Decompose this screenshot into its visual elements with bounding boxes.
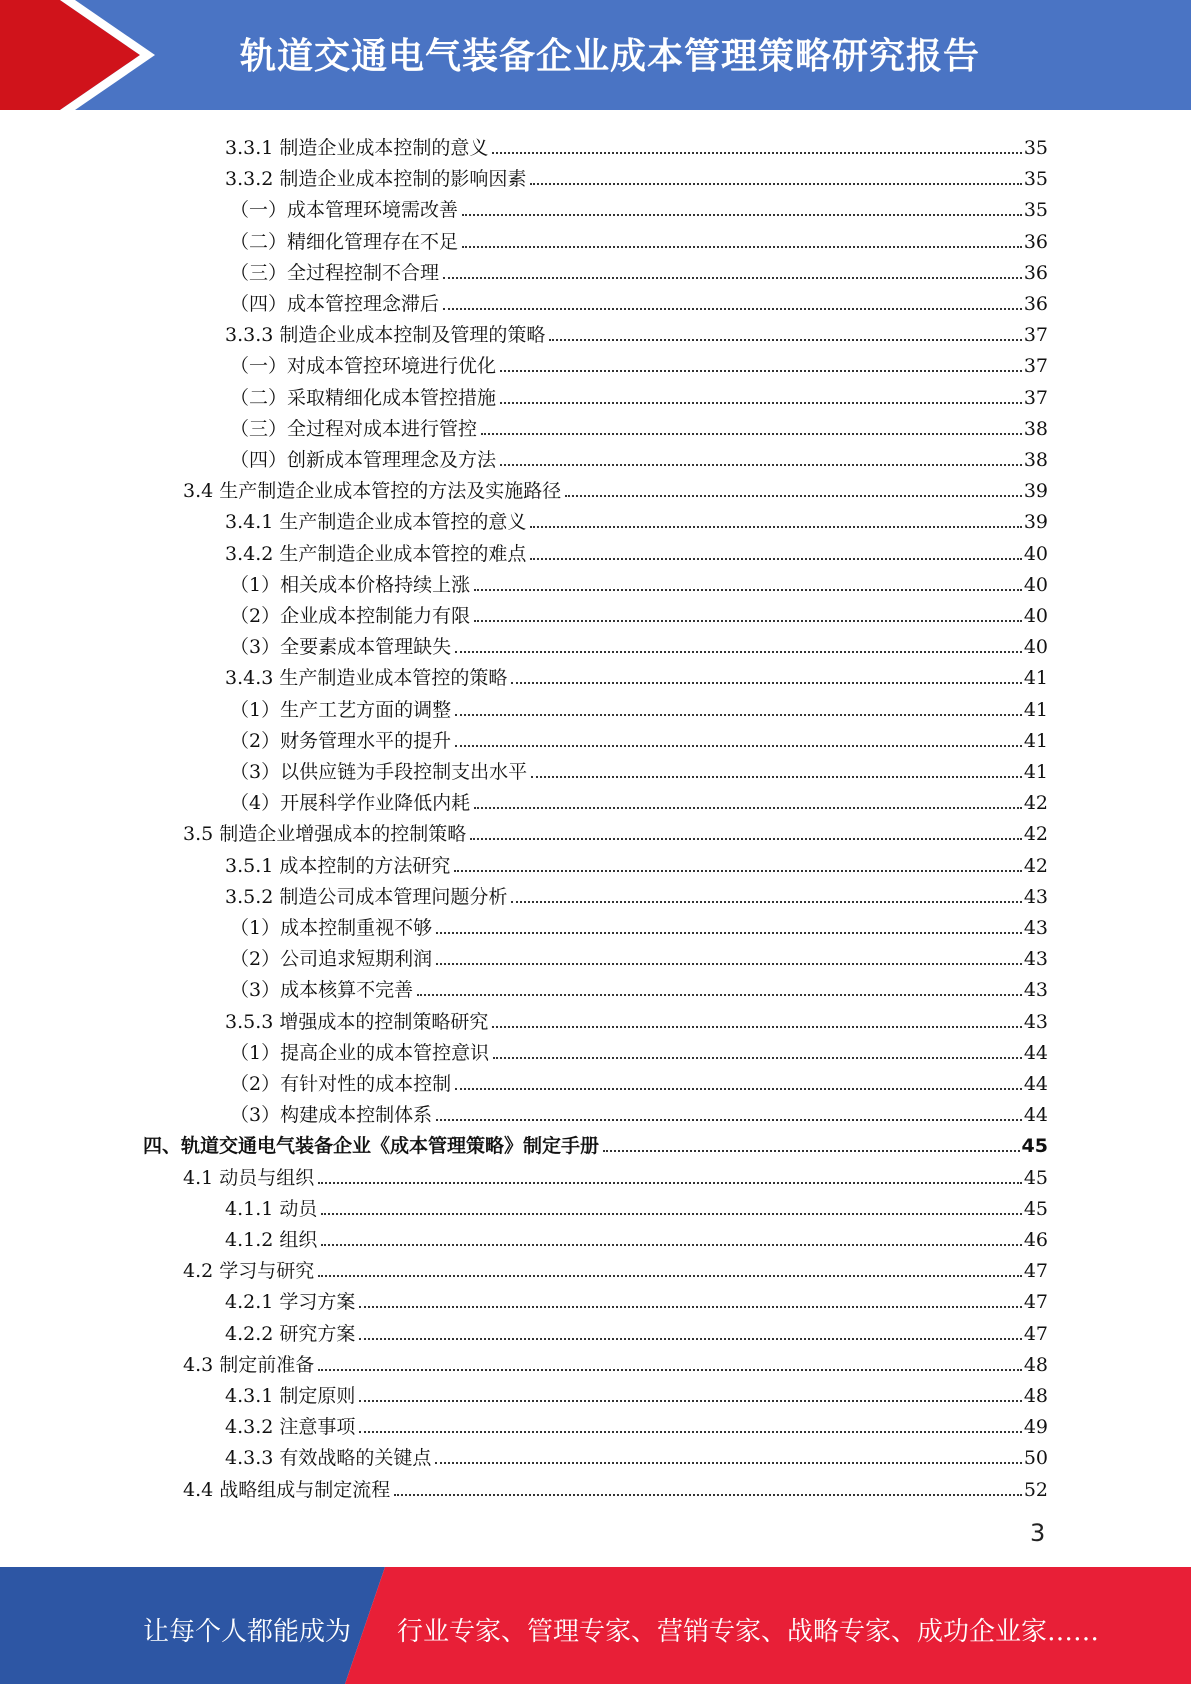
toc-entry[interactable]	[225, 129, 1048, 160]
toc-entry[interactable]	[230, 379, 1048, 410]
toc-entry-label: （2）公司追求短期利润	[230, 948, 433, 971]
toc-entry[interactable]	[225, 535, 1048, 566]
toc-entry-page: 37	[1023, 386, 1048, 409]
toc-entry-label: 3.3.2 制造企业成本控制的影响因素	[225, 168, 527, 191]
toc-dot-leader	[530, 558, 1021, 560]
page-header	[0, 0, 1191, 110]
toc-entry-page: 38	[1023, 417, 1048, 440]
toc-entry-label: （二）精细化管理存在不足	[230, 230, 459, 253]
toc-entry-label: 4.2.1 学习方案	[225, 1291, 356, 1314]
toc-entry[interactable]	[230, 722, 1048, 753]
toc-entry-label: 4.3.2 注意事项	[225, 1416, 356, 1439]
toc-entry[interactable]	[225, 1221, 1048, 1252]
toc-entry-label: （四）创新成本管理理念及方法	[230, 449, 497, 471]
toc-entry-page: 40	[1023, 605, 1048, 627]
toc-entry[interactable]	[225, 1315, 1048, 1346]
page-number: 3	[1030, 1519, 1046, 1547]
toc-entry-label: 4.3.1 制定原则	[225, 1385, 356, 1407]
toc-entry-page: 37	[1023, 355, 1048, 378]
toc-entry-label: 4.2.2 研究方案	[225, 1322, 356, 1345]
toc-dot-leader	[470, 838, 1022, 840]
toc-dot-leader	[359, 1306, 1021, 1308]
toc-entry[interactable]	[225, 1408, 1048, 1439]
toc-entry-label: （一）对成本管控环境进行优化	[230, 355, 497, 378]
toc-entry-page: 48	[1023, 1385, 1048, 1407]
toc-entry-label: （3）构建成本控制体系	[230, 1104, 433, 1127]
toc-entry-page: 45	[1023, 1197, 1048, 1220]
toc-dot-leader	[318, 1275, 1022, 1277]
toc-entry-page: 48	[1023, 1353, 1048, 1376]
toc-entry[interactable]	[230, 691, 1048, 722]
toc-entry-label: 3.5 制造企业增强成本的控制策略	[183, 823, 467, 846]
toc-entry-page: 43	[1023, 979, 1048, 1002]
toc-entry-label: 4.1.2 组织	[225, 1229, 318, 1251]
toc-entry-label: 3.5.2 制造公司成本管理问题分析	[225, 885, 508, 908]
toc-entry[interactable]	[183, 815, 1048, 846]
toc-dot-leader	[603, 1150, 1020, 1152]
toc-entry[interactable]	[225, 847, 1048, 878]
toc-entry-label: （2）有针对性的成本控制	[230, 1073, 452, 1095]
toc-dot-leader	[443, 308, 1022, 310]
toc-dot-leader	[436, 963, 1022, 965]
toc-entry-label: （3）全要素成本管理缺失	[230, 636, 452, 659]
toc-entry-label: 3.5.1 成本控制的方法研究	[225, 854, 451, 877]
toc-entry-page: 40	[1023, 542, 1048, 565]
toc-dot-leader	[474, 589, 1022, 591]
toc-dot-leader	[462, 214, 1022, 216]
toc-dot-leader	[493, 1057, 1022, 1059]
toc-dot-leader	[455, 714, 1022, 716]
toc-dot-leader	[565, 495, 1022, 497]
toc-entry-label: 3.4.3 生产制造业成本管控的策略	[225, 667, 508, 690]
toc-entry-label: （一）成本管理环境需改善	[230, 199, 459, 222]
toc-entry[interactable]	[225, 1439, 1048, 1470]
toc-entry[interactable]	[230, 1096, 1048, 1127]
toc-dot-leader	[359, 1431, 1021, 1433]
toc-entry[interactable]	[183, 1159, 1048, 1190]
toc-dot-leader	[531, 776, 1022, 778]
toc-dot-leader	[462, 246, 1022, 248]
toc-entry[interactable]	[230, 410, 1048, 441]
toc-entry[interactable]	[230, 971, 1048, 1002]
toc-entry-page: 39	[1023, 480, 1048, 503]
toc-dot-leader	[455, 1088, 1022, 1090]
toc-entry-label: （三）全过程对成本进行管控	[230, 417, 478, 440]
toc-dot-leader	[435, 1462, 1021, 1464]
toc-entry-page: 47	[1023, 1322, 1048, 1345]
toc-dot-leader	[500, 464, 1022, 466]
toc-dot-leader	[321, 1244, 1021, 1246]
toc-entry-page: 36	[1023, 293, 1048, 315]
toc-entry-label: 3.4.1 生产制造企业成本管控的意义	[225, 511, 527, 534]
toc-entry-label: （1）生产工艺方面的调整	[230, 698, 452, 721]
toc-entry[interactable]	[183, 1346, 1048, 1377]
footer-slogan-right: 行业专家、管理专家、营销专家、战略专家、成功企业家……	[397, 1617, 1100, 1647]
toc-entry-label: （1）提高企业的成本管控意识	[230, 1041, 490, 1064]
toc-entry-label: （4）开展科学作业降低内耗	[230, 792, 471, 815]
toc-dot-leader	[436, 932, 1022, 934]
toc-dot-leader	[359, 1400, 1021, 1402]
document-title: 轨道交通电气装备企业成本管理策略研究报告	[240, 36, 981, 77]
toc-dot-leader	[455, 745, 1022, 747]
toc-entry[interactable]	[230, 753, 1048, 784]
toc-entry-page: 50	[1023, 1447, 1048, 1470]
toc-entry[interactable]	[225, 1190, 1048, 1221]
toc-entry[interactable]	[225, 316, 1048, 347]
toc-entry-page: 42	[1023, 854, 1048, 877]
toc-entry[interactable]	[183, 1252, 1048, 1283]
toc-dot-leader	[481, 433, 1022, 435]
toc-entry-page: 40	[1023, 636, 1048, 659]
toc-entry-page: 42	[1023, 823, 1048, 846]
toc-entry-page: 49	[1023, 1416, 1048, 1439]
toc-dot-leader	[549, 339, 1021, 341]
toc-entry-label: 3.5.3 增强成本的控制策略研究	[225, 1010, 489, 1033]
toc-entry[interactable]	[230, 909, 1048, 940]
toc-entry-page: 41	[1023, 729, 1048, 752]
toc-entry-label: （1）相关成本价格持续上涨	[230, 573, 471, 596]
toc-entry-label: 4.1.1 动员	[225, 1197, 318, 1220]
toc-dot-leader	[436, 1119, 1022, 1121]
toc-dot-leader	[500, 402, 1022, 404]
toc-entry-page: 43	[1023, 917, 1048, 939]
toc-entry[interactable]	[230, 1034, 1048, 1065]
toc-entry-label: （四）成本管控理念滞后	[230, 293, 440, 315]
toc-dot-leader	[394, 1494, 1022, 1496]
toc-entry[interactable]	[230, 285, 1048, 316]
toc-entry[interactable]	[230, 940, 1048, 971]
toc-dot-leader	[492, 152, 1021, 154]
toc-entry-page: 42	[1023, 792, 1048, 815]
toc-entry-page: 45	[1021, 1135, 1048, 1158]
toc-entry-page: 44	[1023, 1104, 1048, 1127]
toc-entry-label: （三）全过程控制不合理	[230, 261, 440, 284]
toc-entry[interactable]	[225, 1283, 1048, 1314]
toc-entry[interactable]	[230, 191, 1048, 222]
toc-entry-label: 3.3.3 制造企业成本控制及管理的策略	[225, 324, 546, 347]
toc-entry[interactable]	[230, 566, 1048, 597]
toc-entry[interactable]	[230, 254, 1048, 285]
toc-dot-leader	[530, 526, 1021, 528]
toc-dot-leader	[474, 807, 1022, 809]
toc-entry-label: 4.1 动员与组织	[183, 1166, 315, 1189]
toc-entry[interactable]	[183, 1471, 1048, 1502]
toc-dot-leader	[474, 620, 1022, 622]
toc-dot-leader	[511, 682, 1021, 684]
toc-dot-leader	[318, 1369, 1022, 1371]
toc-entry-page: 47	[1023, 1291, 1048, 1314]
toc-entry-page: 40	[1023, 573, 1048, 596]
toc-entry-label: （3）以供应链为手段控制支出水平	[230, 761, 528, 783]
toc-entry[interactable]	[230, 597, 1048, 628]
toc-entry[interactable]	[230, 347, 1048, 378]
toc-dot-leader	[455, 651, 1022, 653]
toc-entry[interactable]	[225, 1377, 1048, 1408]
toc-entry-page: 35	[1023, 199, 1048, 222]
toc-entry-label: 3.4 生产制造企业成本管控的方法及实施路径	[183, 480, 562, 503]
header-red-chevron	[0, 0, 140, 110]
toc-entry-label: （2）财务管理水平的提升	[230, 729, 452, 752]
toc-entry-page: 38	[1023, 449, 1048, 471]
toc-entry-label: （二）采取精细化成本管控措施	[230, 386, 497, 409]
toc-entry[interactable]	[183, 472, 1048, 503]
footer-slogan-left: 让每个人都能成为	[143, 1617, 352, 1647]
toc-entry-page: 36	[1023, 230, 1048, 253]
toc-entry[interactable]	[225, 503, 1048, 534]
toc-dot-leader	[443, 277, 1022, 279]
toc-dot-leader	[318, 1182, 1022, 1184]
toc-entry-label: 4.3.3 有效战略的关键点	[225, 1447, 432, 1470]
toc-entry-page: 43	[1023, 1010, 1048, 1033]
toc-entry-page: 44	[1023, 1073, 1048, 1095]
toc-entry-page: 43	[1023, 948, 1048, 971]
toc-entry-label: 4.3 制定前准备	[183, 1353, 315, 1376]
toc-entry-label: 四、轨道交通电气装备企业《成本管理策略》制定手册	[143, 1135, 600, 1158]
toc-entry-page: 36	[1023, 261, 1048, 284]
toc-entry-label: 3.4.2 生产制造企业成本管控的难点	[225, 542, 527, 565]
toc-entry[interactable]	[225, 878, 1048, 909]
toc-entry-page: 46	[1023, 1229, 1048, 1251]
toc-entry[interactable]	[230, 628, 1048, 659]
toc-entry-page: 44	[1023, 1041, 1048, 1064]
toc-dot-leader	[359, 1338, 1021, 1340]
toc-entry-page: 47	[1023, 1260, 1048, 1283]
toc-entry[interactable]	[143, 1127, 1048, 1158]
toc-dot-leader	[500, 370, 1022, 372]
toc-entry-page: 52	[1023, 1478, 1048, 1501]
toc-entry-label: （1）成本控制重视不够	[230, 917, 433, 939]
toc-entry-label: （3）成本核算不完善	[230, 979, 414, 1002]
toc-entry-page: 37	[1023, 324, 1048, 347]
toc-entry-page: 35	[1023, 137, 1048, 159]
toc-entry-page: 39	[1023, 511, 1048, 534]
toc-entry[interactable]	[230, 1065, 1048, 1096]
toc-entry[interactable]	[230, 441, 1048, 472]
toc-entry-page: 41	[1023, 667, 1048, 690]
toc-dot-leader	[530, 183, 1021, 185]
toc-entry-label: （2）企业成本控制能力有限	[230, 605, 471, 627]
toc-entry-page: 41	[1023, 761, 1048, 783]
toc-dot-leader	[321, 1213, 1021, 1215]
toc-dot-leader	[417, 994, 1022, 996]
toc-entry-label: 3.3.1 制造企业成本控制的意义	[225, 137, 489, 159]
toc-entry-label: 4.4 战略组成与制定流程	[183, 1478, 391, 1501]
toc-entry-label: 4.2 学习与研究	[183, 1260, 315, 1283]
toc-entry[interactable]	[225, 160, 1048, 191]
toc-dot-leader	[492, 1026, 1021, 1028]
toc-entry[interactable]	[225, 1003, 1048, 1034]
toc-entry-page: 43	[1023, 885, 1048, 908]
page-footer	[0, 1567, 1191, 1684]
toc-entry[interactable]	[230, 223, 1048, 254]
toc-dot-leader	[511, 901, 1021, 903]
toc-entry[interactable]	[225, 659, 1048, 690]
toc-entry[interactable]	[230, 784, 1048, 815]
toc-entry-page: 41	[1023, 698, 1048, 721]
toc-entry-page: 45	[1023, 1166, 1048, 1189]
toc-dot-leader	[454, 870, 1021, 872]
toc-entry-page: 35	[1023, 168, 1048, 191]
